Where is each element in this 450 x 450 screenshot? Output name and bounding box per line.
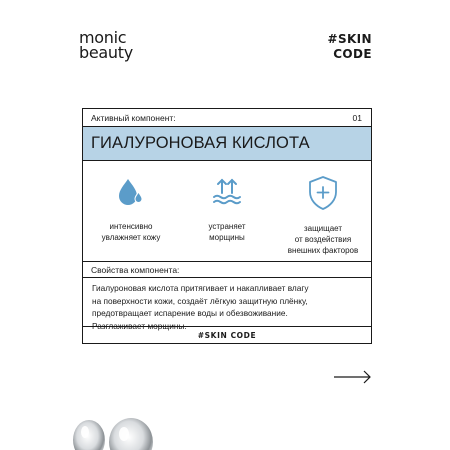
properties-header <box>83 262 371 278</box>
card-header <box>83 109 371 127</box>
brand-line-1: monic <box>79 28 127 47</box>
properties-label: Свойства компонента: <box>91 264 180 275</box>
description-line: на поверхности кожи, создаёт лёгкую защитную плёнку, <box>92 295 308 306</box>
droplets-icon <box>113 174 149 210</box>
skin-code-tag <box>327 32 372 62</box>
benefit-protect <box>275 161 371 261</box>
ingredient-banner <box>83 127 371 161</box>
ingredient-title: ГИАЛУРОНОВАЯ КИСЛОТА <box>91 134 310 152</box>
benefit-text: интенсивно увлажняет кожу <box>101 222 161 242</box>
brand-logo <box>79 30 133 60</box>
description-line: предотвращает испарение воды и обезвоживание. <box>92 308 288 318</box>
arrow-right-icon[interactable] <box>333 369 373 385</box>
ingredient-card <box>82 108 372 344</box>
benefit-text: устраняет морщины <box>208 222 246 242</box>
card-number: 01 <box>352 112 362 123</box>
brand-line-2: beauty <box>79 43 133 62</box>
description-line: Разглаживает морщины. <box>92 320 187 331</box>
active-component-label: Активный компонент: <box>91 112 176 123</box>
benefit-text: защищает от воздействия внешних факторов <box>287 224 359 255</box>
benefits-row <box>83 161 371 262</box>
waves-arrows-icon <box>209 174 245 210</box>
benefit-moisturize <box>83 161 179 261</box>
benefit-wrinkles <box>179 161 275 261</box>
skin-code-line-1: #SKIN <box>327 32 372 46</box>
properties-description <box>83 278 371 331</box>
shield-plus-icon <box>305 174 341 212</box>
description-line: Гиалуроновая кислота притягивает и накапливает влагу <box>92 283 309 293</box>
skin-code-line-2: CODE <box>333 47 372 61</box>
footer-tag: #SKIN CODE <box>197 331 257 340</box>
water-droplets-icon <box>66 400 166 450</box>
